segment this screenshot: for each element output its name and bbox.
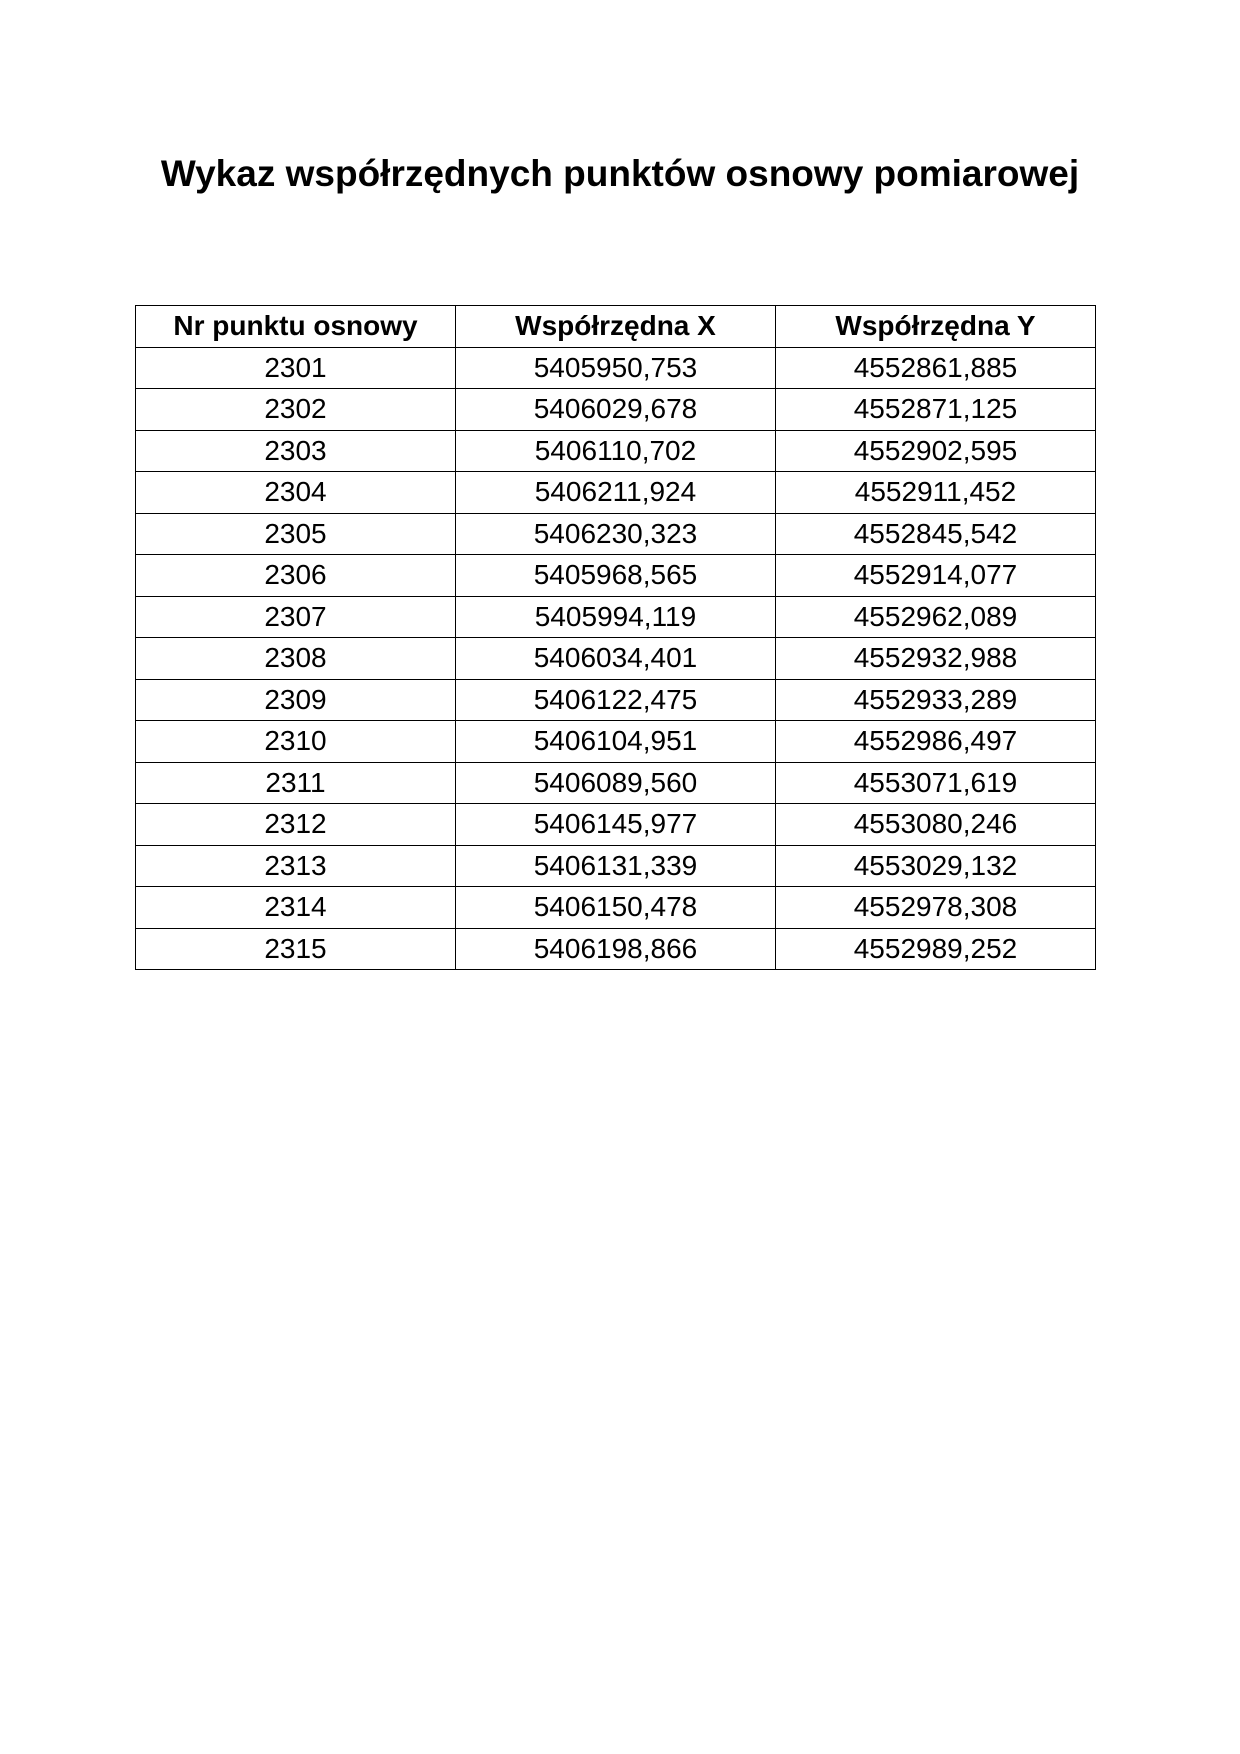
table-row — [136, 347, 1096, 389]
table-row — [136, 638, 1096, 680]
table-row — [136, 596, 1096, 638]
cell-coordinate-y: 4552933,289 — [776, 679, 1096, 721]
cell-coordinate-x: 5406230,323 — [456, 513, 776, 555]
cell-point-number: 2313 — [136, 845, 456, 887]
table-row — [136, 389, 1096, 431]
cell-coordinate-y: 4552932,988 — [776, 638, 1096, 680]
cell-coordinate-x: 5406104,951 — [456, 721, 776, 763]
cell-coordinate-y: 4552962,089 — [776, 596, 1096, 638]
cell-coordinate-x: 5406198,866 — [456, 928, 776, 970]
cell-point-number: 2308 — [136, 638, 456, 680]
cell-coordinate-x: 5406089,560 — [456, 762, 776, 804]
cell-coordinate-x: 5406145,977 — [456, 804, 776, 846]
cell-coordinate-y: 4552902,595 — [776, 430, 1096, 472]
cell-coordinate-y: 4553071,619 — [776, 762, 1096, 804]
cell-coordinate-y: 4552978,308 — [776, 887, 1096, 929]
cell-coordinate-x: 5406034,401 — [456, 638, 776, 680]
cell-point-number: 2306 — [136, 555, 456, 597]
cell-coordinate-x: 5406110,702 — [456, 430, 776, 472]
cell-coordinate-y: 4552986,497 — [776, 721, 1096, 763]
cell-coordinate-x: 5405994,119 — [456, 596, 776, 638]
cell-point-number: 2315 — [136, 928, 456, 970]
table-row — [136, 555, 1096, 597]
table-row — [136, 928, 1096, 970]
cell-point-number: 2310 — [136, 721, 456, 763]
header-coordinate-y: Współrzędna Y — [776, 306, 1096, 348]
header-point-number: Nr punktu osnowy — [136, 306, 456, 348]
cell-coordinate-x: 5406122,475 — [456, 679, 776, 721]
cell-point-number: 2314 — [136, 887, 456, 929]
cell-coordinate-y: 4552989,252 — [776, 928, 1096, 970]
cell-coordinate-y: 4552871,125 — [776, 389, 1096, 431]
table-body — [136, 347, 1096, 970]
table-row — [136, 762, 1096, 804]
cell-point-number: 2312 — [136, 804, 456, 846]
cell-coordinate-x: 5405950,753 — [456, 347, 776, 389]
cell-coordinate-x: 5406029,678 — [456, 389, 776, 431]
header-coordinate-x: Współrzędna X — [456, 306, 776, 348]
cell-coordinate-x: 5406131,339 — [456, 845, 776, 887]
page-title: Wykaz współrzędnych punktów osnowy pomiarowej — [160, 153, 1080, 194]
table-row — [136, 513, 1096, 555]
table-header — [136, 306, 1096, 348]
cell-point-number: 2305 — [136, 513, 456, 555]
table-row — [136, 679, 1096, 721]
cell-coordinate-y: 4552911,452 — [776, 472, 1096, 514]
cell-point-number: 2311 — [136, 762, 456, 804]
table-header-row — [136, 306, 1096, 348]
cell-coordinate-y: 4553080,246 — [776, 804, 1096, 846]
cell-coordinate-y: 4552914,077 — [776, 555, 1096, 597]
cell-coordinate-x: 5406211,924 — [456, 472, 776, 514]
cell-point-number: 2302 — [136, 389, 456, 431]
table-row — [136, 430, 1096, 472]
cell-coordinate-x: 5406150,478 — [456, 887, 776, 929]
table-row — [136, 721, 1096, 763]
cell-point-number: 2304 — [136, 472, 456, 514]
cell-coordinate-x: 5405968,565 — [456, 555, 776, 597]
cell-point-number: 2307 — [136, 596, 456, 638]
table-row — [136, 472, 1096, 514]
cell-point-number: 2309 — [136, 679, 456, 721]
table-row — [136, 804, 1096, 846]
cell-coordinate-y: 4553029,132 — [776, 845, 1096, 887]
cell-point-number: 2303 — [136, 430, 456, 472]
table-row — [136, 887, 1096, 929]
cell-coordinate-y: 4552861,885 — [776, 347, 1096, 389]
table-row — [136, 845, 1096, 887]
cell-point-number: 2301 — [136, 347, 456, 389]
coordinates-table — [135, 305, 1096, 970]
cell-coordinate-y: 4552845,542 — [776, 513, 1096, 555]
